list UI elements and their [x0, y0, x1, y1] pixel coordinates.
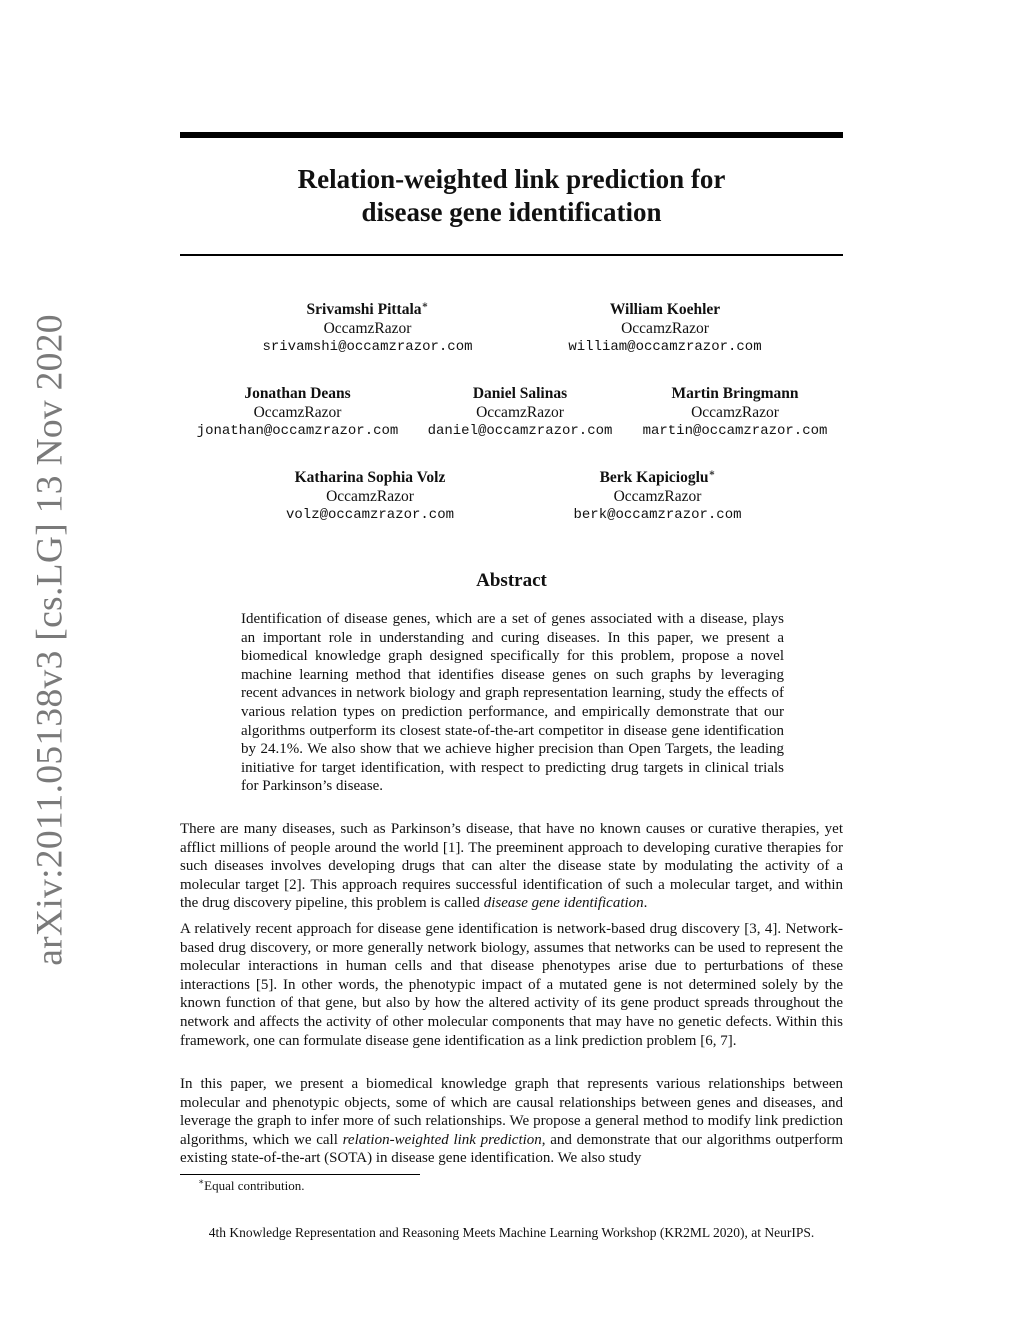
venue-footer: 4th Knowledge Representation and Reasoning Meets Machine Learning Workshop (KR2ML 2020), at NeurIPS. — [208, 1225, 815, 1240]
author-affiliation: OccamzRazor — [326, 487, 414, 505]
footnote-rule — [180, 1174, 420, 1175]
author-email: daniel@occamzrazor.com — [427, 423, 613, 439]
body-paragraph-1: There are many diseases, such as Parkinson’s disease, that have no known causes or curative therapies, yet afflict millions of people around the world [1]. The preeminent approach to developing curative therapies for such diseases involves developing drugs that can alter the disease state by modulating the activity of a molecular target [2]. This approach requires successful identification of such a molecular target, and within the drug discovery pipeline, this problem is called disease gene identification. — [180, 821, 843, 912]
author-name: Daniel Salinas — [472, 385, 568, 402]
paper-title-line-1: Relation-weighted link prediction for — [297, 164, 726, 194]
body-paragraph-3: In this paper, we present a biomedical knowledge graph that represents various relationships between molecular and phenotypic objects, some of which are causal relationships between genes and diseases, and leverage the graph to infer more of such relationships. We propose a general method to modify link prediction algorithms, which we call relation-weighted link prediction, and demonstrate that our algorithms outperform existing state-of-the-art (SOTA) in disease gene identification. We also study — [180, 1076, 844, 1167]
body-paragraph-2: A relatively recent approach for disease gene identification is network-based drug discovery [3, 4]. Network-based drug discovery, or more generally network biology, assumes that networks can be used to represent the molecular interactions in human cells and that disease phenotypes arise due to perturbations of these interactions [5]. In other words, the phenotypic impact of a mutated gene is not determined solely by the known function of that gene, but also by how the altered activity of its gene product spreads throughout the network and affects the activity of other molecular components that may have no genetic defects. Within this framework, one can formulate disease gene identification as a link prediction problem [6, 7]. — [180, 921, 843, 1049]
author-affiliation: OccamzRazor — [621, 319, 709, 337]
author-block — [175, 385, 420, 441]
author-affiliation: OccamzRazor — [613, 487, 702, 505]
author-block — [420, 385, 620, 441]
author-name: Srivamshi Pittala∗ — [306, 299, 429, 318]
emphasized-term: disease gene identification — [483, 895, 644, 912]
author-name: Berk Kapicioglu∗ — [599, 467, 716, 486]
paper-title-line-2: disease gene identification — [361, 197, 662, 227]
paper-title — [180, 163, 843, 229]
author-affiliation: OccamzRazor — [476, 403, 564, 421]
author-block — [625, 385, 845, 441]
footnote — [198, 1178, 305, 1194]
title-bottom-rule — [180, 254, 843, 256]
author-name: Katharina Sophia Volz — [294, 469, 446, 486]
footnote-text: Equal contribution. — [204, 1178, 305, 1193]
equal-contribution-mark: ∗ — [421, 299, 429, 311]
author-block — [250, 469, 490, 525]
author-block — [230, 301, 505, 357]
title-top-rule — [180, 132, 843, 138]
author-email: martin@occamzrazor.com — [642, 423, 828, 439]
equal-contribution-mark: ∗ — [708, 467, 716, 479]
author-name: William Koehler — [609, 301, 721, 318]
author-affiliation: OccamzRazor — [253, 403, 342, 421]
arxiv-identifier-stamp: arXiv:2011.05138v3 [cs.LG] 13 Nov 2020 — [29, 314, 71, 966]
author-name: Jonathan Deans — [244, 385, 351, 402]
author-block — [545, 469, 770, 525]
author-block — [540, 301, 790, 357]
author-affiliation: OccamzRazor — [323, 319, 412, 337]
footnote-mark: ∗ — [198, 1176, 205, 1187]
author-email: jonathan@occamzrazor.com — [196, 423, 399, 439]
author-email: william@occamzrazor.com — [568, 339, 762, 355]
author-email: berk@occamzrazor.com — [573, 507, 742, 523]
emphasized-term: relation-weighted link prediction — [342, 1131, 542, 1148]
author-affiliation: OccamzRazor — [691, 403, 779, 421]
abstract-text: Identification of disease genes, which are a set of genes associated with a disease, plays an important role in understanding and curing diseases. In this paper, we present a biomedical knowledge graph designed specifically for this problem, propose a novel machine learning method that identifies disease genes on such graphs by leveraging recent advances in network biology and graph representation learning, study the effects of various relation types on prediction performance, and empirically demonstrate that our algorithms outperform its closest state-of-the-art competitor in disease gene identification by 24.1%. We also show that we achieve higher precision than Open Targets, the leading initiative for target identification, with respect to predicting drug targets in clinical trials for Parkinson’s disease. — [241, 611, 784, 795]
author-email: volz@occamzrazor.com — [285, 507, 455, 523]
author-email: srivamshi@occamzrazor.com — [262, 339, 473, 355]
author-name: Martin Bringmann — [671, 385, 799, 402]
abstract-heading: Abstract — [476, 570, 547, 591]
